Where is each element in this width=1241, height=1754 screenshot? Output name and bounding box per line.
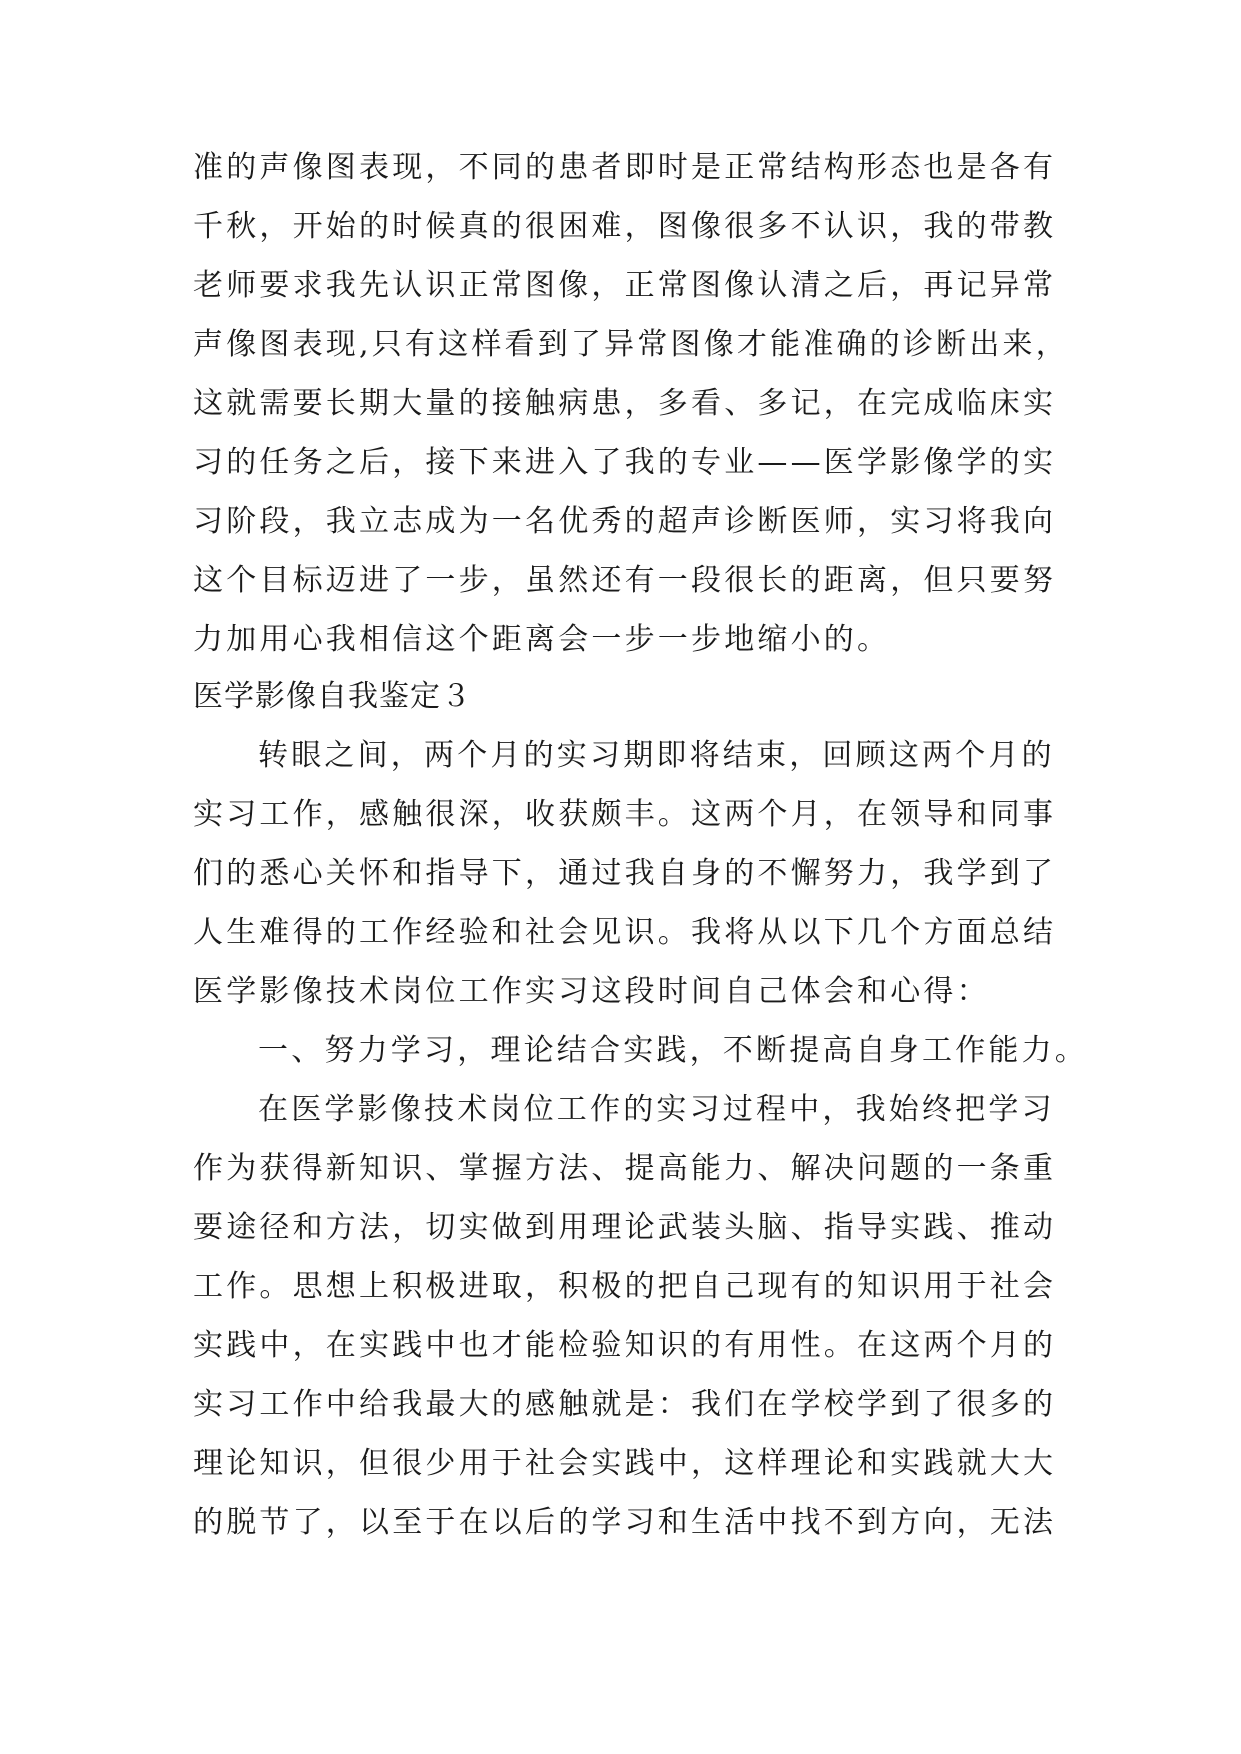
paragraph-first-line: 转眼之间，两个月的实习期即将结束，回顾这两个月的 [258,738,1055,773]
text-line: 理论知识，但很少用于社会实践中，这样理论和实践就大大 [193,1446,1057,1481]
subsection-heading: 一、努力学习，理论结合实践，不断提高自身工作能力。 [258,1033,1088,1068]
text-line: 实践中，在实践中也才能检验知识的有用性。在这两个月的 [193,1328,1057,1363]
text-line: 工作。思想上积极进取，积极的把自己现有的知识用于社会 [193,1269,1057,1304]
text-line: 老师要求我先认识正常图像，正常图像认清之后，再记异常 [193,268,1057,303]
text-line: 实习工作中给我最大的感触就是：我们在学校学到了很多的 [193,1387,1057,1422]
text-line: 这就需要长期大量的接触病患，多看、多记，在完成临床实 [193,386,1057,421]
text-line: 作为获得新知识、掌握方法、提高能力、解决问题的一条重 [193,1151,1057,1186]
section-heading: 医学影像自我鉴定３ [193,679,472,714]
text-line: 人生难得的工作经验和社会见识。我将从以下几个方面总结 [193,915,1057,950]
text-line: 要途径和方法，切实做到用理论武装头脑、指导实践、推动 [193,1210,1057,1245]
text-line: 声像图表现,只有这样看到了异常图像才能准确的诊断出来， [193,327,1069,362]
text-line: 千秋，开始的时候真的很困难，图像很多不认识，我的带教 [193,209,1057,244]
text-line: 实习工作，感触很深，收获颇丰。这两个月，在领导和同事 [193,797,1057,832]
paragraph-first-line: 在医学影像技术岗位工作的实习过程中，我始终把学习 [258,1092,1055,1127]
text-line: 准的声像图表现，不同的患者即时是正常结构形态也是各有 [193,150,1057,185]
text-line: 们的悉心关怀和指导下，通过我自身的不懈努力，我学到了 [193,856,1057,891]
text-line: 的脱节了，以至于在以后的学习和生活中找不到方向，无法 [193,1505,1057,1540]
text-line: 习阶段，我立志成为一名优秀的超声诊断医师，实习将我向 [193,504,1057,539]
text-line: 这个目标迈进了一步，虽然还有一段很长的距离，但只要努 [193,563,1057,598]
text-line: 医学影像技术岗位工作实习这段时间自己体会和心得： [193,974,990,1009]
text-line: 习的任务之后，接下来进入了我的专业——医学影像学的实 [193,445,1057,480]
text-line: 力加用心我相信这个距离会一步一步地缩小的。 [193,622,891,657]
